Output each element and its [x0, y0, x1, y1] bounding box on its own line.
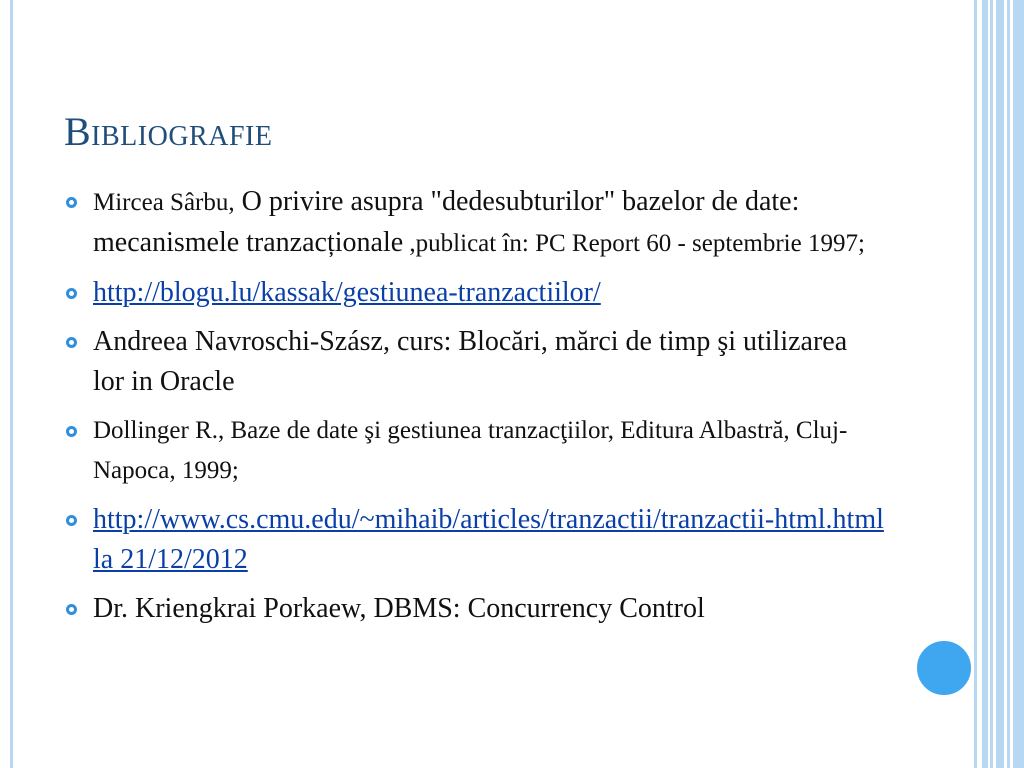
bibliography-link[interactable]: http://blogu.lu/kassak/gestiunea-tranzactiilor/ [93, 277, 601, 308]
decor-stripe [982, 0, 988, 768]
bullet-icon [66, 337, 77, 348]
bullet-icon [66, 426, 77, 437]
bibliography-item-5 [64, 500, 884, 580]
bibliography-item-2 [64, 273, 884, 313]
decor-stripe [1007, 0, 1010, 768]
bibliography-link[interactable]: http://www.cs.cmu.edu/~mihaib/articles/tranzactii/tranzactii-html.html la 21/12/2012 [93, 504, 884, 575]
bibliography-list [64, 182, 884, 638]
item-text: Dr. Kriengkrai Porkaew, DBMS: Concurrency Control [93, 593, 705, 624]
bibliography-item-4 [64, 411, 884, 491]
decor-stripe [974, 0, 977, 768]
frame-left-line [10, 0, 13, 768]
bibliography-item-3 [64, 322, 884, 402]
decor-stripe [996, 0, 1004, 768]
item-author: Mircea Sârbu, [93, 189, 235, 216]
bullet-icon [66, 288, 77, 299]
item-text: Andreea Navroschi-Szász, curs: Blocări, mărci de timp şi utilizarea lor in Oracle [93, 326, 848, 397]
slide-title: Bibliografie [64, 109, 273, 154]
bibliography-item-1 [64, 182, 884, 264]
decor-circle [914, 638, 974, 698]
item-text: Dollinger R., Baze de date şi gestiunea tranzacţiilor, Editura Albastră, Cluj-Napoca, 1999; [93, 417, 848, 484]
item-tail: ,publicat în: PC Report 60 - septembrie 1997; [403, 230, 865, 257]
decor-stripe [1013, 0, 1024, 768]
decor-stripe [990, 0, 993, 768]
bullet-icon [66, 604, 77, 615]
bullet-icon [66, 197, 77, 208]
bullet-icon [66, 515, 77, 526]
bibliography-item-6 [64, 589, 884, 629]
item-text: O privire asupra "dedesubturilor" bazelor de date: mecanismele tranzacționale [93, 186, 800, 258]
